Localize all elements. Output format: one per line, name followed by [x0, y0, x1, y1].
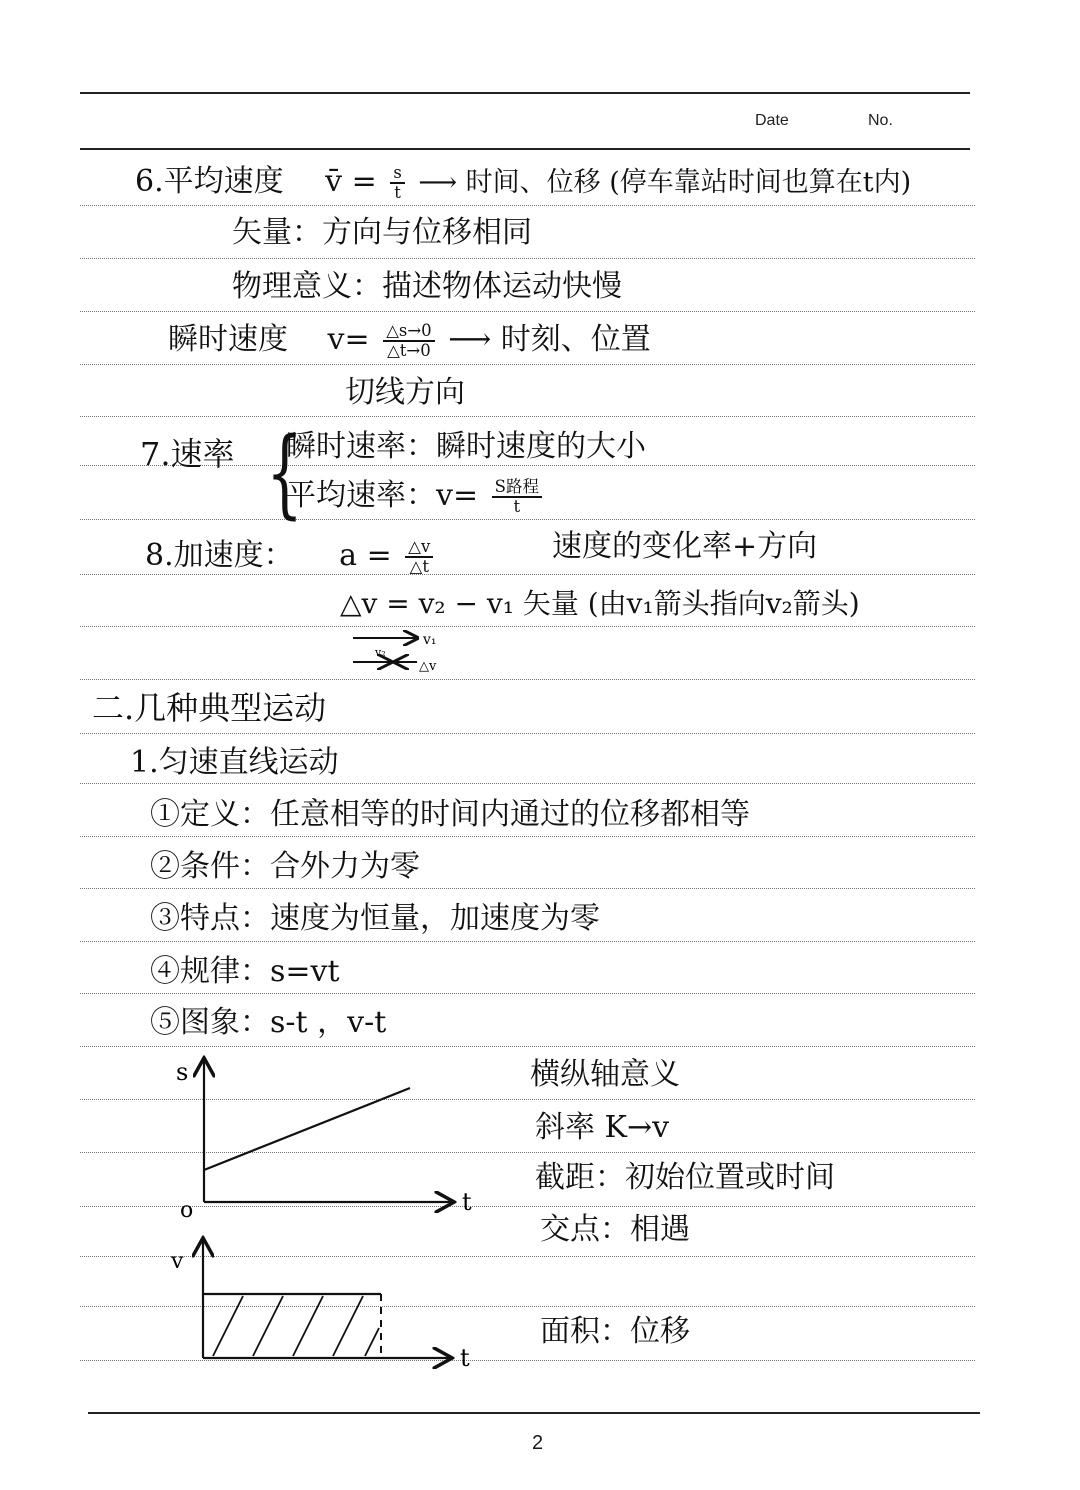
sec7-frac-den: t [513, 497, 521, 517]
ruled-line [80, 416, 975, 417]
sec6-frac-num: s [390, 164, 404, 184]
sec7-line1: 瞬时速率：瞬时速度的大小 [286, 429, 646, 464]
sec7-fraction [492, 478, 542, 516]
ruled-line [80, 626, 975, 627]
ruled-line [80, 993, 975, 994]
sec8-frac-den: △t [409, 557, 429, 577]
sec6-fraction [390, 164, 404, 202]
sec6-inst-num: △s→0 [383, 322, 434, 342]
st-y-label: s [176, 1058, 189, 1086]
graph-note-slope: 斜率 K→v [535, 1110, 670, 1145]
part2-item4: ④规律：s=vt [150, 954, 340, 989]
dv-label: △v [419, 659, 437, 674]
sec6-formula-lhs: v̄ = [325, 164, 377, 200]
sec6-arrow-text: ⟶ 时间、位移 (停车靠站时间也算在t内) [418, 167, 912, 199]
part2-item1: ①定义：任意相等的时间内通过的位移都相等 [150, 797, 750, 832]
part2-item5: ⑤图象：s-t ，v-t [150, 1005, 387, 1040]
st-x-label: t [462, 1188, 472, 1216]
part2-item2: ②条件：合外力为零 [150, 849, 420, 884]
ruled-line [80, 888, 975, 889]
ruled-line [80, 258, 975, 259]
sec6-heading: 6.平均速度 [135, 164, 284, 200]
sec6-frac-den: t [394, 183, 401, 203]
ruled-line [80, 836, 975, 837]
sec8-note: 速度的变化率+方向 [552, 529, 818, 564]
sec8-fraction [405, 538, 433, 576]
graph-note-axes: 横纵轴意义 [530, 1057, 680, 1092]
sec7-heading: 7.速率 [140, 435, 235, 473]
sec7-frac-num: S路程 [492, 478, 542, 498]
vt-y-label: v [171, 1249, 184, 1274]
sec8-lhs: a = [339, 538, 392, 574]
ruled-line [80, 783, 975, 784]
vt-hatched-area [213, 1296, 379, 1356]
sec6-heading-line [135, 164, 911, 202]
sec6-inst-den: △t→0 [387, 341, 431, 361]
sec6-vector: 矢量：方向与位移相同 [232, 215, 532, 250]
sec6-tangent: 切线方向 [345, 375, 465, 410]
s-t-graph [170, 1052, 490, 1222]
top-rule [80, 92, 970, 94]
graph-note-area: 面积：位移 [540, 1314, 690, 1349]
sec6-inst-arrow: ⟶ 时刻、位置 [448, 322, 651, 358]
sec6-meaning: 物理意义：描述物体运动快慢 [232, 269, 622, 304]
page-number: 2 [532, 1432, 544, 1454]
ruled-line [80, 311, 975, 312]
sec7-line2 [286, 478, 546, 516]
sec7-line2-lhs: 平均速率：v= [286, 478, 479, 514]
part2-item3: ③特点：速度为恒量，加速度为零 [150, 901, 600, 936]
sec6-inst-fraction [383, 322, 434, 360]
ruled-line [80, 733, 975, 734]
sec6-inst-heading: 瞬时速度 [168, 322, 288, 358]
sec8-heading: 8.加速度： [145, 538, 294, 574]
date-label: Date [755, 112, 789, 129]
vector-subtraction-sketch [345, 626, 465, 676]
ruled-line [80, 679, 975, 680]
ruled-line [80, 205, 975, 206]
v1-label: v₁ [423, 632, 437, 648]
sec6-instant-line [168, 322, 651, 360]
bottom-rule [88, 1412, 980, 1414]
sec7-brace: { [266, 417, 303, 529]
sec8-delta: △v = v₂ − v₁ 矢量 (由v₁箭头指向v₂箭头) [340, 587, 860, 620]
st-line [204, 1088, 410, 1170]
header-rule [80, 148, 970, 150]
ruled-line [80, 519, 975, 520]
ruled-line [80, 1046, 975, 1047]
v2-label: v₂ [375, 646, 386, 659]
sec6-inst-lhs: v= [327, 322, 370, 358]
vt-x-label: t [460, 1344, 470, 1372]
ruled-line [80, 364, 975, 365]
number-label: No. [868, 112, 893, 129]
graph-note-intersection: 交点：相遇 [540, 1212, 690, 1247]
ruled-line [80, 941, 975, 942]
graph-note-intercept: 截距：初始位置或时间 [535, 1160, 835, 1195]
st-origin-label: o [180, 1198, 194, 1222]
v-t-graph [165, 1232, 495, 1372]
part2-heading: 二.几种典型运动 [92, 689, 327, 727]
sec8-frac-num: △v [405, 538, 433, 558]
part2-sub1: 1.匀速直线运动 [130, 745, 339, 780]
sec8-line [145, 538, 437, 576]
